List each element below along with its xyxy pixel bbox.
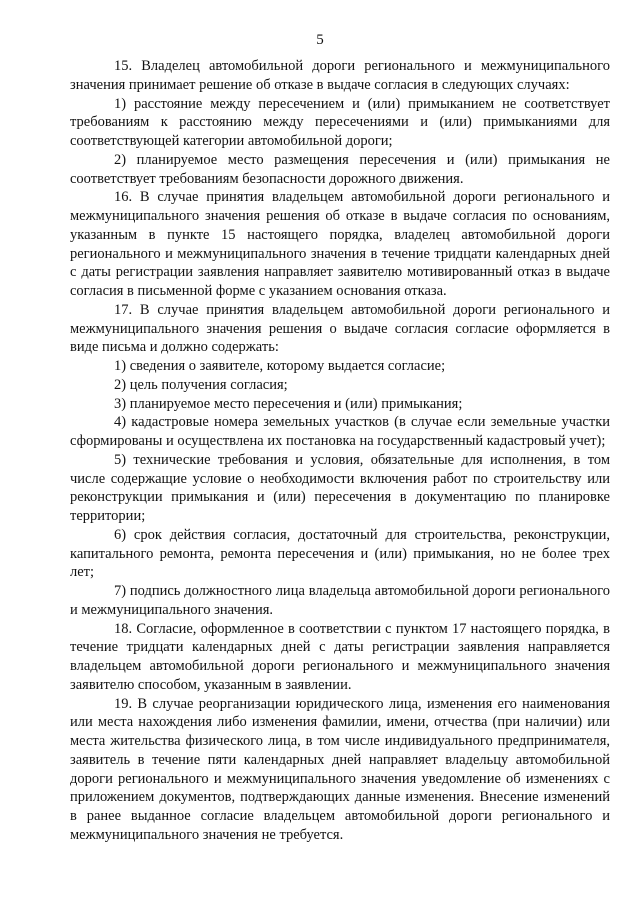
paragraph-17-item-2: 2) цель получения согласия; xyxy=(114,376,288,393)
document-body xyxy=(70,57,610,845)
paragraph-18: 18. Согласие, оформленное в соответствии с пунктом 17 настоящего порядка, в течение тридцати календарных дней с даты регистрации заявления направляется владельцем автомобильной дороги регионального и межмуниципального значения заявителю способом, указанным в заявлении. xyxy=(70,620,610,693)
paragraph-15-item-1: 1) расстояние между пересечением и (или) примыканием не соответствует требованиям к расстоянию между пересечениями и (или) примыканиями для соответствующей категории автомобильной дороги; xyxy=(70,95,610,149)
paragraph-17-item-4: 4) кадастровые номера земельных участков (в случае если земельные участки сформированы и осуществлена их постановка на государственный кадастровый учет); xyxy=(70,414,610,449)
paragraph-17-item-6: 6) срок действия согласия, достаточный для строительства, реконструкции, капитального ремонта, ремонта пересечения и (или) примыкания, но не более трех лет; xyxy=(70,526,610,581)
paragraph-17: 17. В случае принятия владельцем автомобильной дороги регионального и межмуниципального значения решения о выдаче согласия согласие оформляется в виде письма и должно содержать: xyxy=(70,301,610,356)
paragraph-19: 19. В случае реорганизации юридического лица, изменения его наименования или места нахождения либо изменения фамилии, имени, отчества (при наличии) или места жительства физического лица, в том числе индивидуального предпринимателя, заявитель в течение пяти календарных дней направляет владельцу автомобильной дороги регионального и межмуниципального значения уведомление об изменениях с приложением документов, подтверждающих данные изменения. Внесение изменений в ранее выданное согласие владельцем автомобильной дороги регионального и межмуниципального значения не требуется. xyxy=(70,695,610,843)
paragraph-17-item-5: 5) технические требования и условия, обязательные для исполнения, в том числе содержащие условие о необходимости включения работ по строительству или реконструкции примыкания и (или) пересечения в документацию по планировке территории; xyxy=(70,451,610,524)
paragraph-15-item-2: 2) планируемое место размещения пересечения и (или) примыкания не соответствует требованиям безопасности дорожного движения. xyxy=(70,151,610,187)
paragraph-17-item-1: 1) сведения о заявителе, которому выдается согласие; xyxy=(114,358,446,374)
paragraph-15: 15. Владелец автомобильной дороги регионального и межмуниципального значения принимает решение об отказе в выдаче согласия в следующих случаях: xyxy=(70,58,610,93)
paragraph-17-item-7: 7) подпись должностного лица владельца автомобильной дороги регионального и межмуниципального значения. xyxy=(70,583,610,618)
paragraph-16: 16. В случае принятия владельцем автомобильной дороги регионального и межмуниципального значения решения об отказе в выдаче согласия по основаниям, указанным в пункте 15 настоящего порядка, владелец автомобильной дороги регионального и межмуниципального значения в течение тридцати календарных дней с даты регистрации заявления направляет заявителю мотивированный отказ в выдаче согласия в письменной форме с указанием основания отказа. xyxy=(70,189,610,299)
page-number: 5 xyxy=(316,32,324,48)
paragraph-17-item-3: 3) планируемое место пересечения и (или) примыкания; xyxy=(114,395,463,412)
